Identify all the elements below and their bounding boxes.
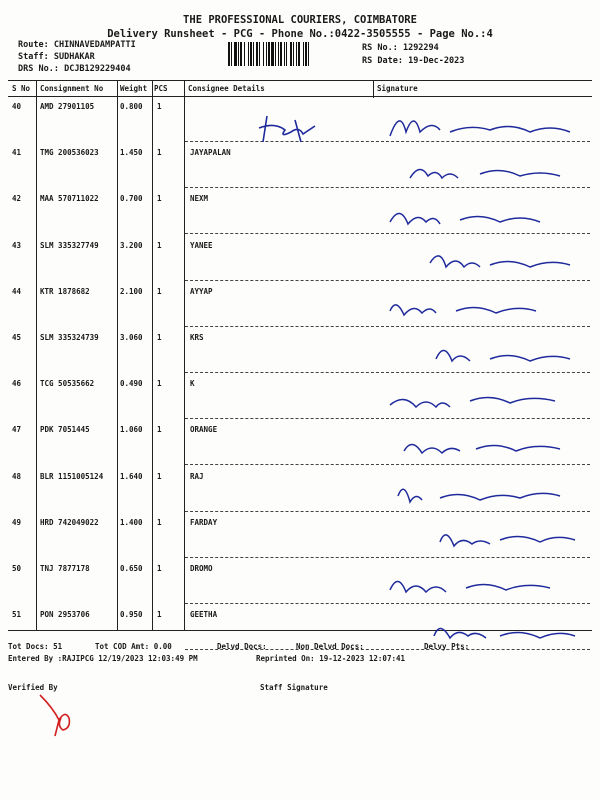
row-weight: 1.060 (120, 425, 143, 434)
verified-mark-red (35, 690, 85, 740)
handwritten-signature (380, 287, 592, 331)
row-pcs: 1 (157, 333, 162, 342)
rs-no-line (362, 43, 439, 53)
rs-no-label: RS No.: (362, 43, 398, 53)
row-consignee: DROMO (190, 564, 213, 573)
row-sno: 40 (12, 102, 22, 111)
table-row (0, 423, 600, 463)
table-row (0, 239, 600, 279)
table-row (0, 516, 600, 556)
runsheet-subtitle: Delivery Runsheet - PCG - Phone No.:0422-3505555 - Page No.:4 (107, 28, 493, 40)
row-sno: 49 (12, 518, 22, 527)
company-title: THE PROFESSIONAL COURIERS, COIMBATORE (183, 14, 417, 26)
row-weight: 1.640 (120, 472, 143, 481)
row-pcs: 1 (157, 379, 162, 388)
table-row (0, 331, 600, 371)
row-consignment-no: TCG 50535662 (40, 379, 95, 388)
row-pcs: 1 (157, 194, 162, 203)
row-pcs: 1 (157, 425, 162, 434)
handwritten-signature (380, 518, 592, 562)
handwritten-signature (380, 333, 592, 377)
row-weight: 3.060 (120, 333, 143, 342)
staff-signature-label: Staff Signature (260, 683, 328, 692)
table-header-border (8, 96, 592, 97)
verified-by: Verified By (8, 683, 58, 692)
row-pcs: 1 (157, 287, 162, 296)
row-consignment-no: HRD 742049022 (40, 518, 99, 527)
delvd-docs: Delvd Docs: (217, 642, 267, 651)
handwritten-signature (380, 194, 592, 238)
row-consignee: YANEE (190, 241, 213, 250)
rs-date-value: 19-Dec-2023 (408, 56, 465, 66)
row-consignee: K (190, 379, 195, 388)
row-pcs: 1 (157, 564, 162, 573)
handwritten-signature (380, 241, 592, 285)
handwritten-signature (380, 379, 592, 423)
row-consignee: KRS (190, 333, 204, 342)
barcode (228, 42, 354, 66)
row-weight: 0.700 (120, 194, 143, 203)
entered-by: Entered By :RAJIPCG 12/19/2023 12:03:49 PM (8, 654, 198, 663)
row-weight: 2.100 (120, 287, 143, 296)
handwritten-signature (380, 425, 592, 469)
staff-line (18, 52, 95, 62)
table-row (0, 192, 600, 232)
row-pcs: 1 (157, 241, 162, 250)
row-consignment-no: SLM 335324739 (40, 333, 99, 342)
reprinted-on: Reprinted On: 19-12-2023 12:07:41 (256, 654, 406, 663)
row-consignment-no: MAA 570711022 (40, 194, 99, 203)
route-value: CHINNAVEDAMPATTI (53, 40, 136, 50)
row-consignment-no: PDK 7051445 (40, 425, 90, 434)
drs-label: DRS No.: (18, 64, 59, 74)
tot-cod-amt: Tot COD Amt: 0.00 (95, 642, 172, 651)
table-row (0, 470, 600, 510)
row-sno: 43 (12, 241, 22, 250)
row-pcs: 1 (157, 518, 162, 527)
tot-docs: Tot Docs: 51 (8, 642, 63, 651)
row-consignment-no: PON 2953706 (40, 610, 90, 619)
table-top-border (8, 80, 592, 81)
row-weight: 0.490 (120, 379, 143, 388)
delvy-pts: Delvy Pts: (424, 642, 470, 651)
handwritten-signature (380, 102, 592, 146)
row-pcs: 1 (157, 102, 162, 111)
row-sno: 44 (12, 287, 22, 296)
row-weight: 0.950 (120, 610, 143, 619)
staff-value: SUDHAKAR (53, 52, 95, 62)
drs-line (18, 64, 131, 74)
row-pcs: 1 (157, 472, 162, 481)
handwritten-signature (380, 564, 592, 608)
handwritten-signature (380, 148, 592, 192)
row-sno: 47 (12, 425, 22, 434)
row-weight: 1.450 (120, 148, 143, 157)
handwritten-signature (380, 610, 592, 654)
row-consignee: ORANGE (190, 425, 218, 434)
col-header-pcs: PCS (154, 84, 168, 93)
col-header-consignment: Consignment No (40, 84, 104, 93)
route-line (18, 40, 136, 50)
row-weight: 1.400 (120, 518, 143, 527)
table-row (0, 146, 600, 186)
rs-no-value: 1292294 (402, 43, 439, 53)
row-weight: 3.200 (120, 241, 143, 250)
rs-date-line (362, 56, 464, 66)
row-consignment-no: TNJ 7877178 (40, 564, 90, 573)
row-pcs: 1 (157, 148, 162, 157)
handwritten-signature (380, 472, 592, 516)
row-sno: 50 (12, 564, 22, 573)
drs-value: DCJB129229404 (64, 64, 131, 74)
row-consignee: JAYAPALAN (190, 148, 231, 157)
col-divider (373, 80, 374, 98)
row-consignee: NEXM (190, 194, 209, 203)
staff-initial-signature (255, 108, 325, 148)
row-sno: 46 (12, 379, 22, 388)
row-consignment-no: TMG 200536023 (40, 148, 99, 157)
non-delvd-docs: Non Delvd Docs: (296, 642, 364, 651)
table-row (0, 377, 600, 417)
row-consignment-no: AMD 27901105 (40, 102, 95, 111)
row-consignment-no: BLR 1151005124 (40, 472, 104, 481)
staff-label: Staff: (18, 52, 49, 62)
row-sno: 41 (12, 148, 22, 157)
row-consignment-no: KTR 1878682 (40, 287, 90, 296)
row-pcs: 1 (157, 610, 162, 619)
row-consignee: GEETHA (190, 610, 218, 619)
row-weight: 0.800 (120, 102, 143, 111)
row-sno: 51 (12, 610, 22, 619)
table-row (0, 562, 600, 602)
row-sno: 45 (12, 333, 22, 342)
col-header-signature: Signature (377, 84, 418, 93)
row-weight: 0.650 (120, 564, 143, 573)
row-sno: 48 (12, 472, 22, 481)
table-row (0, 285, 600, 325)
row-consignee: AYYAP (190, 287, 213, 296)
col-header-weight: Weight (120, 84, 148, 93)
row-sno: 42 (12, 194, 22, 203)
rs-date-label: RS Date: (362, 56, 403, 66)
route-label: Route: (18, 40, 49, 50)
col-header-consignee: Consignee Details (188, 84, 265, 93)
row-consignee: FARDAY (190, 518, 218, 527)
row-consignment-no: SLM 335327749 (40, 241, 99, 250)
col-header-sno: S No (12, 84, 31, 93)
row-consignee: RAJ (190, 472, 204, 481)
